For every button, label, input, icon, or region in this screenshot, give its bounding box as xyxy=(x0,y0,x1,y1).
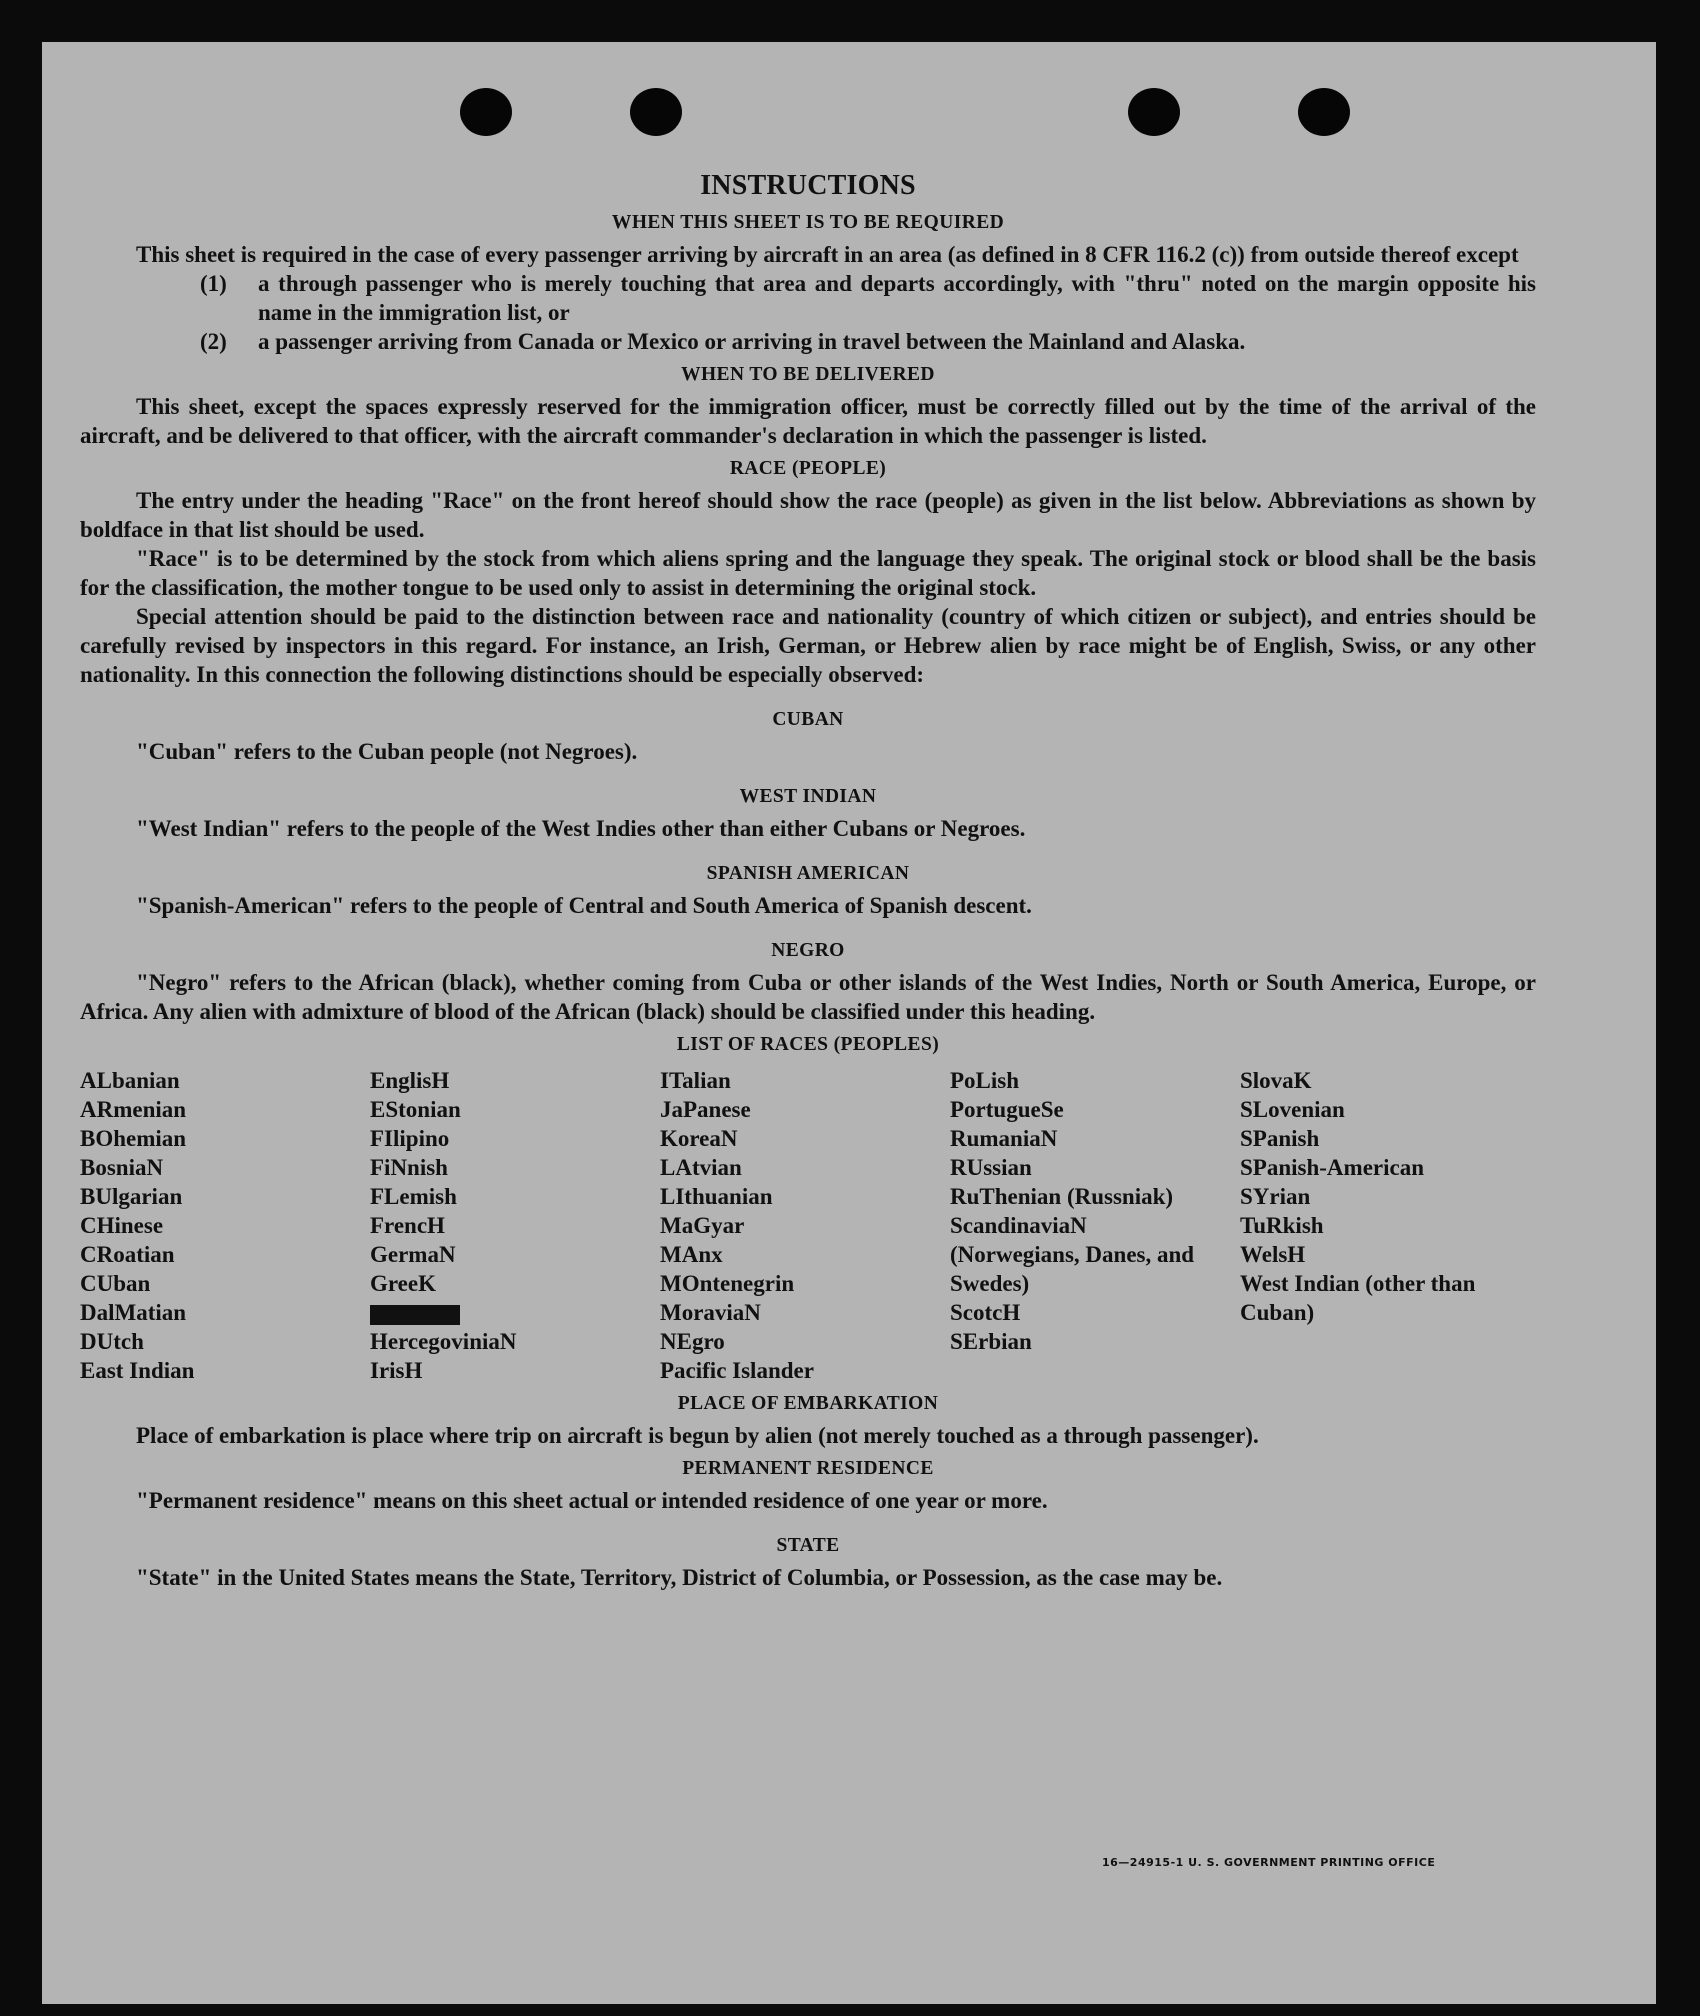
race-entry: ScotcH xyxy=(950,1300,1021,1325)
section-heading-race: RACE (PEOPLE) xyxy=(729,458,887,479)
exception-number: (1) xyxy=(200,271,227,296)
section-heading-spanish-american: SPANISH AMERICAN xyxy=(706,863,910,884)
section-heading-negro: NEGRO xyxy=(771,940,845,961)
page-title: INSTRUCTIONS xyxy=(700,170,916,201)
race-entry: SErbian xyxy=(950,1329,1032,1354)
race-entry: ARmenian xyxy=(80,1097,187,1122)
race-entry: MOntenegrin xyxy=(660,1271,795,1296)
redaction-mark xyxy=(370,1305,460,1325)
when-required-intro: This sheet is required in the case of every passenger arriving by aircraft in an area (as defined in 8 CFR 116.2 (c)) from outside thereof except xyxy=(136,242,1519,267)
race-column xyxy=(1240,1066,1530,1385)
spanish-american-text: "Spanish-American" refers to the people of Central and South America of Spanish descent. xyxy=(136,893,1032,918)
punch-hole xyxy=(630,88,682,136)
race-entry: FrencH xyxy=(370,1213,445,1238)
punch-hole xyxy=(460,88,512,136)
race-entry: SLovenian xyxy=(1240,1097,1345,1122)
printing-office-footer: 16—24915-1 U. S. GOVERNMENT PRINTING OFFICE xyxy=(1102,1856,1436,1869)
race-entry: LAtvian xyxy=(660,1155,742,1180)
west-indian-text: "West Indian" refers to the people of the West Indies other than either Cubans or Negroes. xyxy=(136,816,1026,841)
section-heading-embarkation: PLACE OF EMBARKATION xyxy=(677,1393,939,1414)
section-heading-west-indian: WEST INDIAN xyxy=(739,786,877,807)
race-entry: MAnx xyxy=(660,1242,723,1267)
punch-hole xyxy=(1128,88,1180,136)
race-entry: DUtch xyxy=(80,1329,144,1354)
section-heading-state: STATE xyxy=(776,1535,840,1556)
section-heading-when-delivered: WHEN TO BE DELIVERED xyxy=(681,364,935,385)
race-list xyxy=(80,1066,1536,1385)
race-entry: RumaniaN xyxy=(950,1126,1058,1151)
race-entry: CRoatian xyxy=(80,1242,175,1267)
race-entry: PoLish xyxy=(950,1068,1020,1093)
race-entry: RUssian xyxy=(950,1155,1032,1180)
race-entry: LIthuanian xyxy=(660,1184,773,1209)
race-entry: East Indian xyxy=(80,1358,195,1383)
race-paragraph: Special attention should be paid to the distinction between race and nationality (country of which citizen or subject), and entries should be carefully revised by inspectors in this regard. For instance, an Irish, German, or Hebrew alien by race might be of English, Swiss, or any other nationality. In this connection the following distinctions should be especially observed: xyxy=(80,604,1536,687)
when-delivered-text: This sheet, except the spaces expressly reserved for the immigration officer, must be correctly filled out by the time of the arrival of the aircraft, and be delivered to that officer, with the aircraft commander's declaration in which the passenger is listed. xyxy=(80,394,1536,448)
race-entry: West Indian (other than Cuban) xyxy=(1240,1271,1476,1325)
race-entry: EnglisH xyxy=(370,1068,450,1093)
race-entry: Pacific Islander xyxy=(660,1358,814,1383)
exception-text: a passenger arriving from Canada or Mexico or arriving in travel between the Mainland and Alaska. xyxy=(258,329,1246,354)
race-entry: ScandinaviaN (Norwegians, Danes, and Swedes) xyxy=(950,1213,1195,1296)
race-column xyxy=(370,1066,660,1385)
race-entry: BosniaN xyxy=(80,1155,164,1180)
race-entry: SYrian xyxy=(1240,1184,1311,1209)
punch-hole xyxy=(1298,88,1350,136)
race-entry: SlovaK xyxy=(1240,1068,1312,1093)
race-entry: DalMatian xyxy=(80,1300,187,1325)
race-entry: PortugueSe xyxy=(950,1097,1064,1122)
race-entry: SPanish-American xyxy=(1240,1155,1424,1180)
exception-item xyxy=(200,327,1536,356)
embarkation-text: Place of embarkation is place where trip on aircraft is begun by alien (not merely touched as a through passenger). xyxy=(136,1423,1259,1448)
section-heading-list-of-races: LIST OF RACES (PEOPLES) xyxy=(676,1034,940,1055)
document-sheet xyxy=(42,42,1656,2004)
race-entry: MoraviaN xyxy=(660,1300,761,1325)
section-heading-residence: PERMANENT RESIDENCE xyxy=(682,1458,934,1479)
race-entry: FiNnish xyxy=(370,1155,448,1180)
race-entry: MaGyar xyxy=(660,1213,745,1238)
race-entry: CHinese xyxy=(80,1213,164,1238)
race-entry: NEgro xyxy=(660,1329,725,1354)
negro-text: "Negro" refers to the African (black), whether coming from Cuba or other islands of the West Indies, North or South America, Europe, or Africa. Any alien with admixture of blood of the African (black) should be classified under this heading. xyxy=(80,970,1536,1024)
race-paragraph: "Race" is to be determined by the stock from which aliens spring and the language they speak. The original stock or blood shall be the basis for the classification, the mother tongue to be used only to assist in determining the original stock. xyxy=(80,546,1536,600)
race-entry: CUban xyxy=(80,1271,151,1296)
exception-item xyxy=(200,269,1536,327)
race-paragraph: The entry under the heading "Race" on the front hereof should show the race (people) as given in the list below. Abbreviations as shown by boldface in that list should be used. xyxy=(80,488,1536,542)
race-entry: KoreaN xyxy=(660,1126,738,1151)
race-entry: SPanish xyxy=(1240,1126,1320,1151)
exception-text: a through passenger who is merely touching that area and departs accordingly, with "thru" noted on the margin opposite his name in the immigration list, or xyxy=(258,271,1536,325)
race-entry: ALbanian xyxy=(80,1068,180,1093)
race-entry: FLemish xyxy=(370,1184,457,1209)
race-entry: GreeK xyxy=(370,1271,436,1296)
race-column xyxy=(950,1066,1240,1385)
race-column xyxy=(660,1066,950,1385)
race-entry-redacted xyxy=(370,1298,660,1327)
residence-text: "Permanent residence" means on this sheet actual or intended residence of one year or more. xyxy=(136,1488,1048,1513)
race-entry: BOhemian xyxy=(80,1126,187,1151)
section-heading-cuban: CUBAN xyxy=(772,709,844,730)
race-entry: TuRkish xyxy=(1240,1213,1324,1238)
race-entry: EStonian xyxy=(370,1097,461,1122)
race-entry: RuThenian (Russniak) xyxy=(950,1184,1174,1209)
section-heading-when-required: WHEN THIS SHEET IS TO BE REQUIRED xyxy=(611,212,1005,233)
content xyxy=(80,170,1536,1592)
exception-number: (2) xyxy=(200,329,227,354)
cuban-text: "Cuban" refers to the Cuban people (not Negroes). xyxy=(136,739,638,764)
race-entry: GermaN xyxy=(370,1242,456,1267)
race-entry: FIlipino xyxy=(370,1126,450,1151)
race-entry: IrisH xyxy=(370,1358,423,1383)
race-entry: ITalian xyxy=(660,1068,731,1093)
race-entry: BUlgarian xyxy=(80,1184,183,1209)
race-entry: HercegoviniaN xyxy=(370,1329,517,1354)
state-text: "State" in the United States means the State, Territory, District of Columbia, or Possession, as the case may be. xyxy=(136,1565,1223,1590)
race-column xyxy=(80,1066,370,1385)
race-entry: JaPanese xyxy=(660,1097,751,1122)
race-entry: WelsH xyxy=(1240,1242,1306,1267)
